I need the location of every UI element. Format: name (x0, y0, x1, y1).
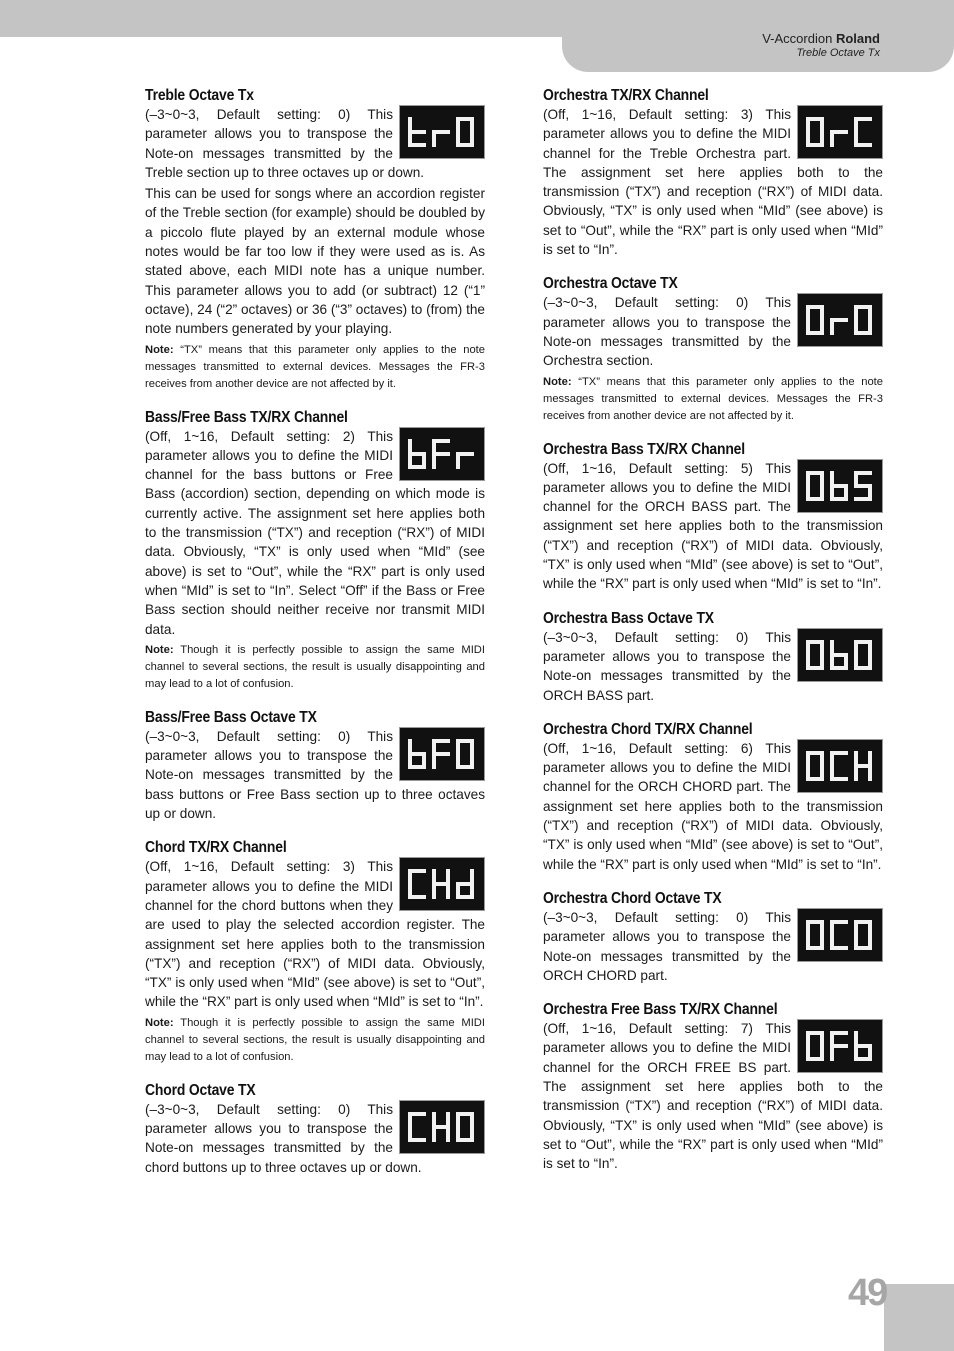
section-body: (–3~0~3, Default setting: 0) This parameter allows you to transpose the Note-on messages transmitted by the chord buttons up to three octaves up or down. (145, 1101, 422, 1175)
lcd-segment (456, 882, 474, 886)
lcd-segment (854, 484, 872, 488)
lcd-segment (854, 320, 858, 335)
lcd-digits (803, 468, 877, 504)
lcd-digits (803, 302, 877, 338)
lcd-segment (868, 751, 872, 766)
lcd-segment (806, 920, 810, 935)
lcd-display (797, 105, 883, 159)
section-body: (Off, 1~16, Default setting: 6) This parameter allows you to define the MIDI channel for the ORCH CHORD part. The assignment set here applies both to the transmission (“TX”) and reception (“RX”) of MIDI data. Obviously, “TX” is only used when “MId” (see above) is set to “Out”, while the “RX” part is only used when “MId” is set to “In”. (543, 740, 883, 872)
lcd-segment (470, 739, 474, 754)
section-body: (–3~0~3, Default setting: 0) This parameter allows you to transpose the Note-on messages transmitted by the Orchestra section. (543, 295, 791, 369)
lcd-segment (854, 640, 858, 655)
lcd-segment (830, 1031, 834, 1046)
section-title: Orchestra Bass Octave TX (543, 609, 714, 627)
lcd-digits (405, 866, 479, 902)
lcd-segment (806, 132, 810, 147)
section-body: (Off, 1~16, Default setting: 5) This parameter allows you to define the MIDI channel for the ORCH BASS part. The assignment set here applies both to the transmission (“TX”) and reception (“RX”) of MIDI data. Obviously, “TX” is only used when “MId” (see above) is set to “Out”, while the “RX” part is only used when “MId” is set to “In”. (543, 460, 883, 592)
section-treble-octave-tx (145, 86, 485, 393)
lcd-display (797, 459, 883, 513)
lcd-segment (830, 486, 834, 501)
lcd-segment (830, 1046, 834, 1061)
lcd-segment (830, 318, 848, 322)
section-title: Bass/Free Bass TX/RX Channel (145, 408, 348, 426)
section-title: Orchestra TX/RX Channel (543, 87, 709, 104)
lcd-segment (432, 130, 450, 134)
section-body: (–3~0~3, Default setting: 0) This parameter allows you to transpose the Note-on messages transmitted by the bass buttons or Free Bass section up to three octaves up or down. (145, 728, 485, 822)
section-body: (Off, 1~16, Default setting: 7) This parameter allows you to define the MIDI channel for the ORCH FREE BS part. The assignment set here applies both to the transmission (“TX”) and reception (“RX”) of MIDI data. Obviously, “TX” is only used when “MId” (see above) is set to “Out”, while the “RX” part is only used when “MId” is set to “In”. (543, 1021, 883, 1172)
lcd-segment (806, 486, 810, 501)
lcd-segment (408, 754, 412, 769)
lcd-segment (456, 884, 460, 899)
lcd-segment (446, 884, 450, 899)
lcd-segment (470, 869, 474, 884)
lcd-display (399, 727, 485, 781)
lcd-segment (820, 117, 824, 132)
lcd-digits (803, 917, 877, 953)
lcd-segment (820, 305, 824, 320)
lcd-segment (408, 117, 412, 132)
lcd-digits (405, 114, 479, 150)
lcd-segment (432, 132, 436, 147)
lcd-segment (432, 1127, 436, 1142)
lcd-segment (456, 1127, 460, 1142)
section-chord-octave (145, 1081, 485, 1177)
lcd-segment (456, 452, 474, 456)
lcd-digits (803, 114, 877, 150)
lcd-segment (854, 305, 858, 320)
lcd-segment (854, 132, 858, 147)
section-title: Orchestra Chord TX/RX Channel (543, 720, 753, 738)
lcd-segment (432, 1125, 450, 1129)
lcd-segment (456, 739, 460, 754)
lcd-digits (803, 1028, 877, 1064)
lcd-segment (806, 655, 810, 670)
lcd-digits (803, 748, 877, 784)
lcd-segment (456, 132, 460, 147)
lcd-segment (470, 117, 474, 132)
header-tab (562, 0, 954, 72)
lcd-segment (854, 935, 858, 950)
lcd-segment (868, 920, 872, 935)
lcd-display (797, 628, 883, 682)
lcd-segment (854, 471, 858, 486)
lcd-digits (405, 436, 479, 472)
section-title: Orchestra Chord Octave TX (543, 889, 722, 907)
lcd-segment (830, 655, 834, 670)
lcd-segment (854, 117, 858, 132)
lcd-segment (456, 454, 460, 469)
page-number: 49 (848, 1272, 887, 1314)
note: Note: “TX” means that this parameter only applies to the note messages transmitted to external devices. Messages the FR-3 receives from another device are not affected by it. (145, 343, 485, 390)
lcd-segment (830, 640, 834, 655)
lcd-segment (456, 117, 460, 132)
lcd-display (399, 427, 485, 481)
section-orchestra-octave (543, 274, 883, 424)
section-title: Orchestra Free Bass TX/RX Channel (543, 1001, 778, 1019)
section-title: Chord Octave TX (145, 1081, 256, 1099)
section-orchestra-chord-octave (543, 889, 883, 985)
lcd-display (797, 1019, 883, 1073)
section-body: (Off, 1~16, Default setting: 2) This parameter allows you to define the MIDI channel for the bass buttons or Free Bass (accordion) section, depending on which mode is currently active. The assignment set here applies both to the transmission (“TX”) and reception (“RX”) of MIDI data. Obviously, “TX” is only used when “MId” (see above) is set to “Out”, while the “RX” part is only used when “MId” is set to “In”. Select “Off” if the Bass or Free Bass section should neither receive nor transmit MIDI data. (145, 428, 485, 637)
section-orchestra-free-bass-channel (543, 1000, 883, 1173)
section-title: Orchestra Bass TX/RX Channel (543, 440, 745, 458)
lcd-segment (868, 305, 872, 320)
lcd-segment (456, 1112, 460, 1127)
section-title: Treble Octave Tx (145, 87, 254, 104)
lcd-segment (432, 754, 436, 769)
lcd-segment (854, 766, 858, 781)
lcd-digits (405, 736, 479, 772)
lcd-segment (830, 132, 834, 147)
lcd-segment (854, 920, 858, 935)
lcd-segment (830, 920, 834, 935)
lcd-segment (408, 869, 412, 884)
lcd-segment (806, 640, 810, 655)
lcd-segment (854, 751, 858, 766)
lcd-segment (432, 1112, 436, 1127)
lcd-segment (446, 1127, 450, 1142)
section-body: (–3~0~3, Default setting: 0) This parameter allows you to transpose the Note-on messages transmitted by the ORCH BASS part. (543, 629, 791, 703)
section-orchestra-chord-channel (543, 720, 883, 874)
lcd-segment (408, 739, 412, 754)
lcd-segment (806, 1046, 810, 1061)
lcd-segment (806, 766, 810, 781)
lcd-segment (408, 1127, 412, 1142)
lcd-segment (806, 1031, 810, 1046)
lcd-segment (408, 452, 426, 456)
section-title: Chord TX/RX Channel (145, 839, 287, 857)
page-number-box (884, 1284, 954, 1351)
lcd-segment (854, 497, 872, 501)
lcd-segment (830, 484, 848, 488)
lcd-segment (868, 640, 872, 655)
lcd-segment (820, 920, 824, 935)
lcd-segment (470, 1112, 474, 1127)
lcd-segment (854, 655, 858, 670)
section-orchestra-bass-channel (543, 440, 883, 594)
lcd-segment (408, 884, 412, 899)
lcd-display (399, 105, 485, 159)
lcd-segment (830, 751, 834, 766)
lcd-segment (806, 305, 810, 320)
lcd-segment (432, 752, 450, 756)
section-title: Bass/Free Bass Octave TX (145, 708, 317, 726)
left-column (145, 86, 485, 1177)
lcd-segment (830, 766, 834, 781)
header-section: Treble Octave Tx (796, 47, 880, 59)
lcd-segment (432, 882, 450, 886)
lcd-segment (854, 1044, 872, 1048)
lcd-segment (830, 320, 834, 335)
lcd-segment (820, 1031, 824, 1046)
lcd-display (797, 739, 883, 793)
lcd-display (797, 908, 883, 962)
lcd-segment (408, 1112, 412, 1127)
section-body: (–3~0~3, Default setting: 0) This parameter allows you to transpose the Note-on messages transmitted by the Treble section up to three octaves up or down. (145, 107, 425, 180)
lcd-segment (830, 653, 848, 657)
lcd-segment (806, 935, 810, 950)
note: Note: Though it is perfectly possible to assign the same MIDI channel to several sections, the result is usually disappointing and may lead to a lot of confusion. (145, 643, 485, 690)
lcd-segment (432, 869, 436, 884)
lcd-segment (854, 764, 872, 768)
lcd-segment (432, 739, 436, 754)
section-body: (Off, 1~16, Default setting: 3) This parameter allows you to define the MIDI channel for the Treble Orchestra part. The assignment set here applies both to the transmission (“TX”) and reception (“RX”) of MIDI data. Obviously, “TX” is only used when “MId” (see above) is set to “Out”, while the “RX” part is only used when “MId” is set to “In”. (543, 107, 883, 258)
lcd-segment (408, 752, 426, 756)
lcd-segment (446, 1112, 450, 1127)
lcd-digits (405, 1109, 479, 1145)
lcd-digits (803, 637, 877, 673)
lcd-segment (456, 754, 460, 769)
lcd-segment (408, 439, 412, 454)
lcd-segment (806, 471, 810, 486)
lcd-segment (854, 1046, 858, 1061)
lcd-segment (820, 751, 824, 766)
lcd-display (399, 857, 485, 911)
header-title: V-Accordion Roland (762, 31, 880, 46)
lcd-segment (446, 869, 450, 884)
lcd-segment (854, 1031, 858, 1046)
section-body: (Off, 1~16, Default setting: 3) This parameter allows you to define the MIDI channel for the chord buttons when they are used to play the selected accordion register. The assignment set here applies both to the transmission (“TX”) and reception (“RX”) of MIDI data. Obviously, “TX” is only used when “MId” (see above) is set to “Out”, while the “RX” part is only used when “MId” is set to “In”. (145, 859, 485, 1010)
section-extra: This can be used for songs where an accordion register of the Treble section (for example) should be doubled by a piccolo flute played by an external module whose notes would be far too low if they were used as is. As stated above, each MIDI note has a unique number. This parameter allows you to add (or subtract) 12 (“1” octave), 24 (“2” octaves) or 36 (“3” octaves) to (from) the note numbers generated by your playing. (145, 186, 485, 337)
lcd-segment (408, 130, 426, 134)
section-body: (–3~0~3, Default setting: 0) This parameter allows you to transpose the Note-on messages transmitted by the ORCH CHORD part. (543, 909, 791, 983)
lcd-segment (830, 935, 834, 950)
lcd-display (797, 293, 883, 347)
lcd-segment (806, 117, 810, 132)
lcd-segment (432, 884, 436, 899)
note: Note: “TX” means that this parameter only applies to the note messages transmitted to external devices. Messages the FR-3 receives from another device are not affected by it. (543, 375, 883, 422)
section-title: Orchestra Octave TX (543, 275, 678, 293)
lcd-segment (830, 1044, 848, 1048)
lcd-segment (408, 132, 412, 147)
lcd-segment (408, 454, 412, 469)
lcd-segment (830, 471, 834, 486)
lcd-segment (830, 130, 848, 134)
section-bass-free-bass-octave (145, 708, 485, 823)
section-orchestra-bass-octave (543, 609, 883, 705)
note: Note: Though it is perfectly possible to assign the same MIDI channel to several sections, the result is usually disappointing and may lead to a lot of confusion. (145, 1016, 485, 1063)
lcd-segment (432, 439, 436, 454)
lcd-segment (820, 640, 824, 655)
lcd-segment (820, 471, 824, 486)
section-chord-channel (145, 838, 485, 1065)
section-orchestra-channel (543, 86, 883, 259)
lcd-segment (432, 454, 436, 469)
right-column (543, 86, 883, 1173)
lcd-display (399, 1100, 485, 1154)
lcd-segment (868, 766, 872, 781)
section-bass-free-bass-channel (145, 408, 485, 693)
lcd-segment (432, 452, 450, 456)
lcd-segment (806, 751, 810, 766)
lcd-segment (806, 320, 810, 335)
